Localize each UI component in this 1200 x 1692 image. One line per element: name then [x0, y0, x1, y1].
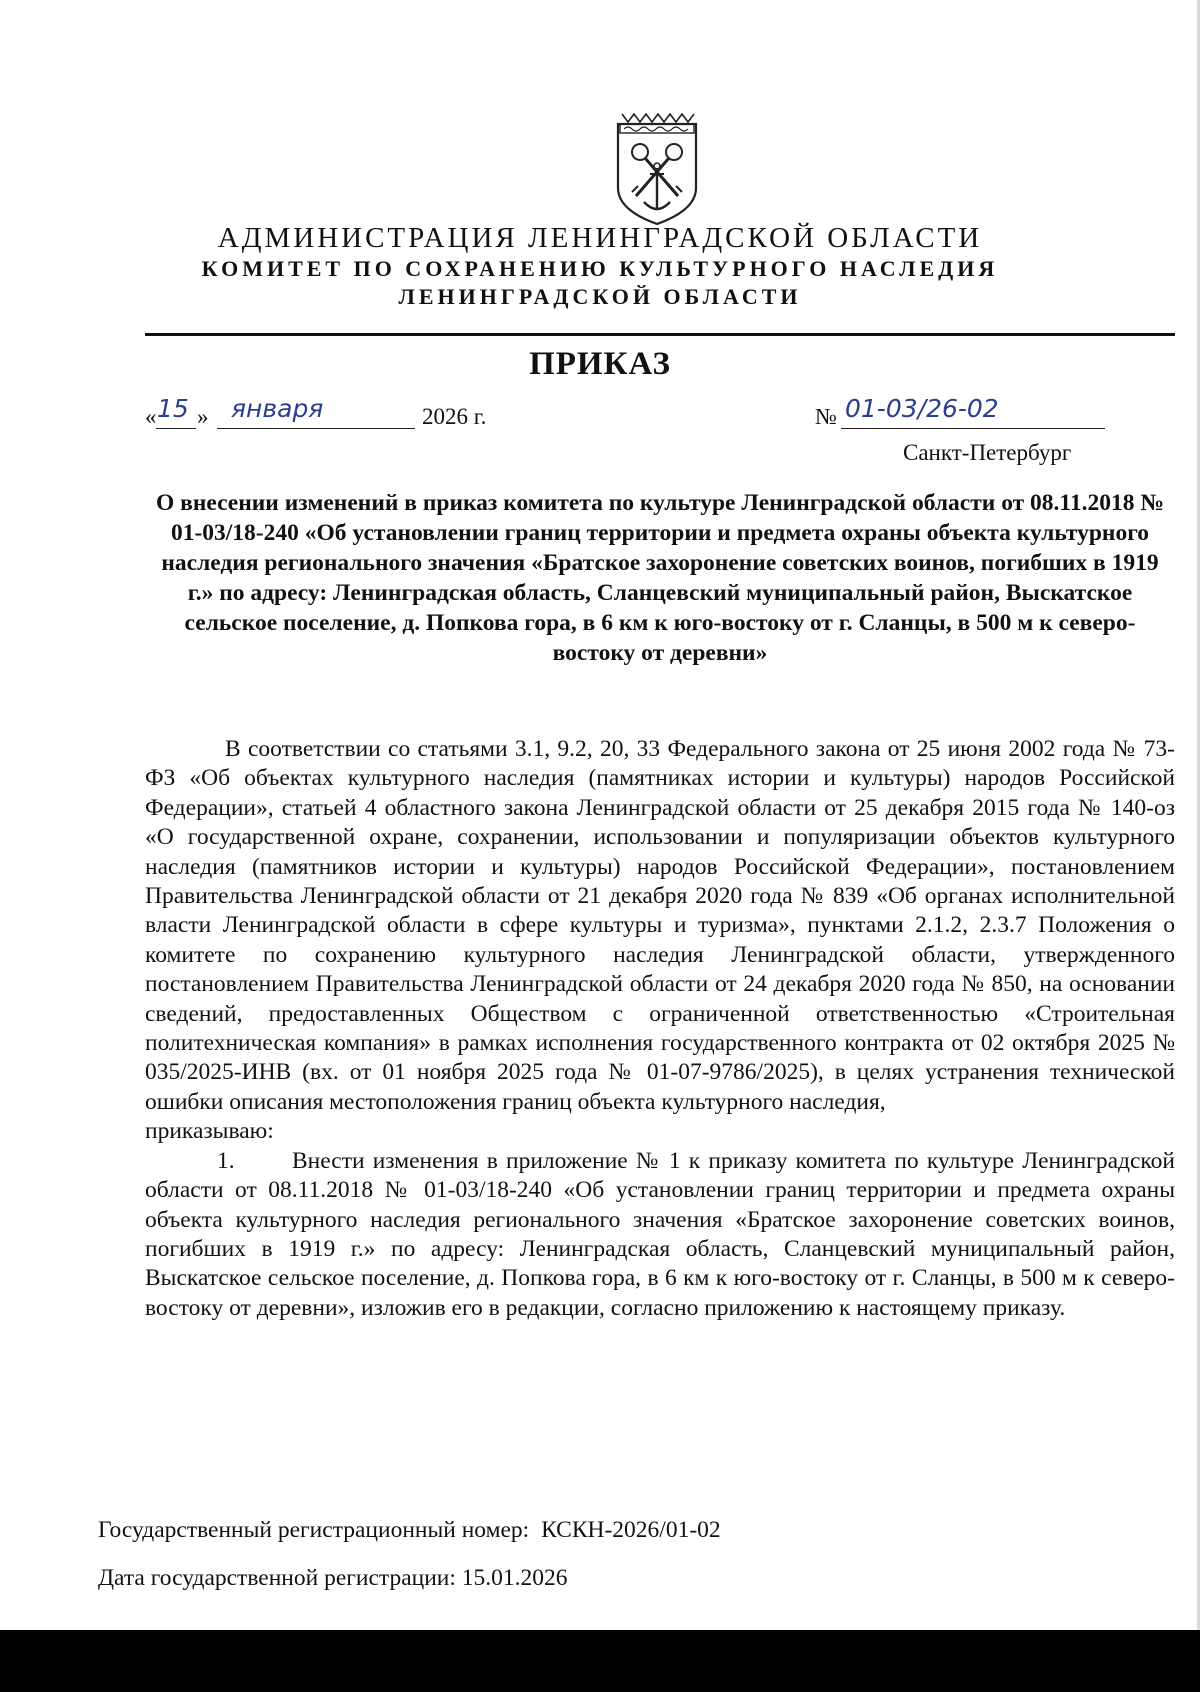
order-item-number: 1.	[217, 1147, 235, 1174]
date-quote-close: »	[197, 404, 209, 429]
administration-heading: АДМИНИСТРАЦИЯ ЛЕНИНГРАДСКОЙ ОБЛАСТИ	[217, 222, 983, 254]
order-item-text: Внести изменения в приложение № 1 к приказу комитета по культуре Ленинградской области от 08.11.2018 № 01-03/18-240 «Об установлении границ территории и предмета охраны объекта культурного наследия регионального значения «Братское захоронение советских воинов, погибших в 1919 г.» по адресу: Ленинградская область, Сланцевский муниципальный район, Выскатское сельское поселение, д. Попкова гора, в 6 км к юго-востоку от г. Сланцы, в 500 м к северо-востоку от деревни», изложив его в редакции, согласно приложению к настоящему приказу.	[145, 1147, 1175, 1321]
date-day-handwritten: 15	[157, 394, 189, 423]
order-body	[145, 735, 1175, 1323]
preamble: В соответствии со статьями 3.1, 9.2, 20, 33 Федерального закона от 25 июня 2002 года № 73-ФЗ «Об объектах культурного наследия (памятниках истории и культуры) народов Российской Федерации», статьей 4 областного закона Ленинградской области от 25 декабря 2015 года № 140-оз «О государственной охране, сохранении, использовании и популяризации объектов культурного наследия (памятников истории и культуры) народов Российской Федерации», постановлением Правительства Ленинградской области от 21 декабря 2020 года № 839 «Об органах исполнительной власти Ленинградской области в сфере культуры и туризма», пунктами 2.1.2, 2.3.7 Положения о комитете по сохранению культурного наследия Ленинградской области, утвержденного постановлением Правительства Ленинградской области от 24 декабря 2020 года № 850, на основании сведений, предоставленных Обществом с ограниченной ответственностью «Строительная политехническая компания» в рамках исполнения государственного контракта от 02 октября 2025 № 035/2025-ИНВ (вх. от 01 ноября 2025 года № 01-07-9786/2025), в целях устранения технической ошибки описания местоположения границ объекта культурного наследия,	[145, 736, 1175, 1115]
date-day-underline	[156, 428, 196, 429]
header-divider	[145, 333, 1175, 336]
order-number-underline	[841, 428, 1105, 429]
registration-date-value: 15.01.2026	[461, 1565, 568, 1591]
scan-footer-band	[0, 1630, 1200, 1692]
document-type: ПРИКАЗ	[529, 346, 671, 382]
order-number	[815, 394, 1105, 434]
order-item	[145, 1147, 1175, 1323]
registration-number	[98, 1517, 721, 1544]
committee-heading-region: ЛЕНИНГРАДСКОЙ ОБЛАСТИ	[398, 284, 802, 309]
order-subject: О внесении изменений в приказ комитета по культуре Ленинградской области от 08.11.2018 № 01-03/18-240 «Об установлении границ территории и предмета охраны объекта культурного наследия регионального значения «Братское захоронение советских воинов, погибших в 1919 г.» по адресу: Ленинградская область, Сланцевский муниципальный район, Выскатское сельское поселение, д. Попкова гора, в 6 км к юго-востоку от г. Сланцы, в 500 м к северо-востоку от деревни»	[155, 490, 1165, 666]
order-word: приказываю:	[145, 1118, 274, 1145]
registration-date-label: Дата государственной регистрации:	[98, 1565, 456, 1591]
leningrad-oblast-coat-of-arms-icon	[612, 110, 702, 226]
order-number-prefix: №	[815, 404, 837, 429]
date-quote-open: «	[145, 404, 157, 429]
order-number-handwritten: 01-03/26-02	[845, 394, 999, 423]
registration-date	[98, 1565, 568, 1592]
registration-number-label: Государственный регистрационный номер:	[98, 1517, 530, 1543]
date-year: 2026 г.	[422, 404, 487, 429]
order-date	[145, 394, 505, 434]
registration-number-value: КСКН-2026/01-02	[541, 1517, 721, 1543]
city: Санкт-Петербург	[903, 440, 1072, 465]
date-month-underline	[217, 428, 415, 429]
committee-heading: КОМИТЕТ ПО СОХРАНЕНИЮ КУЛЬТУРНОГО НАСЛЕДИЯ	[201, 256, 999, 281]
date-month-handwritten: января	[231, 394, 324, 423]
